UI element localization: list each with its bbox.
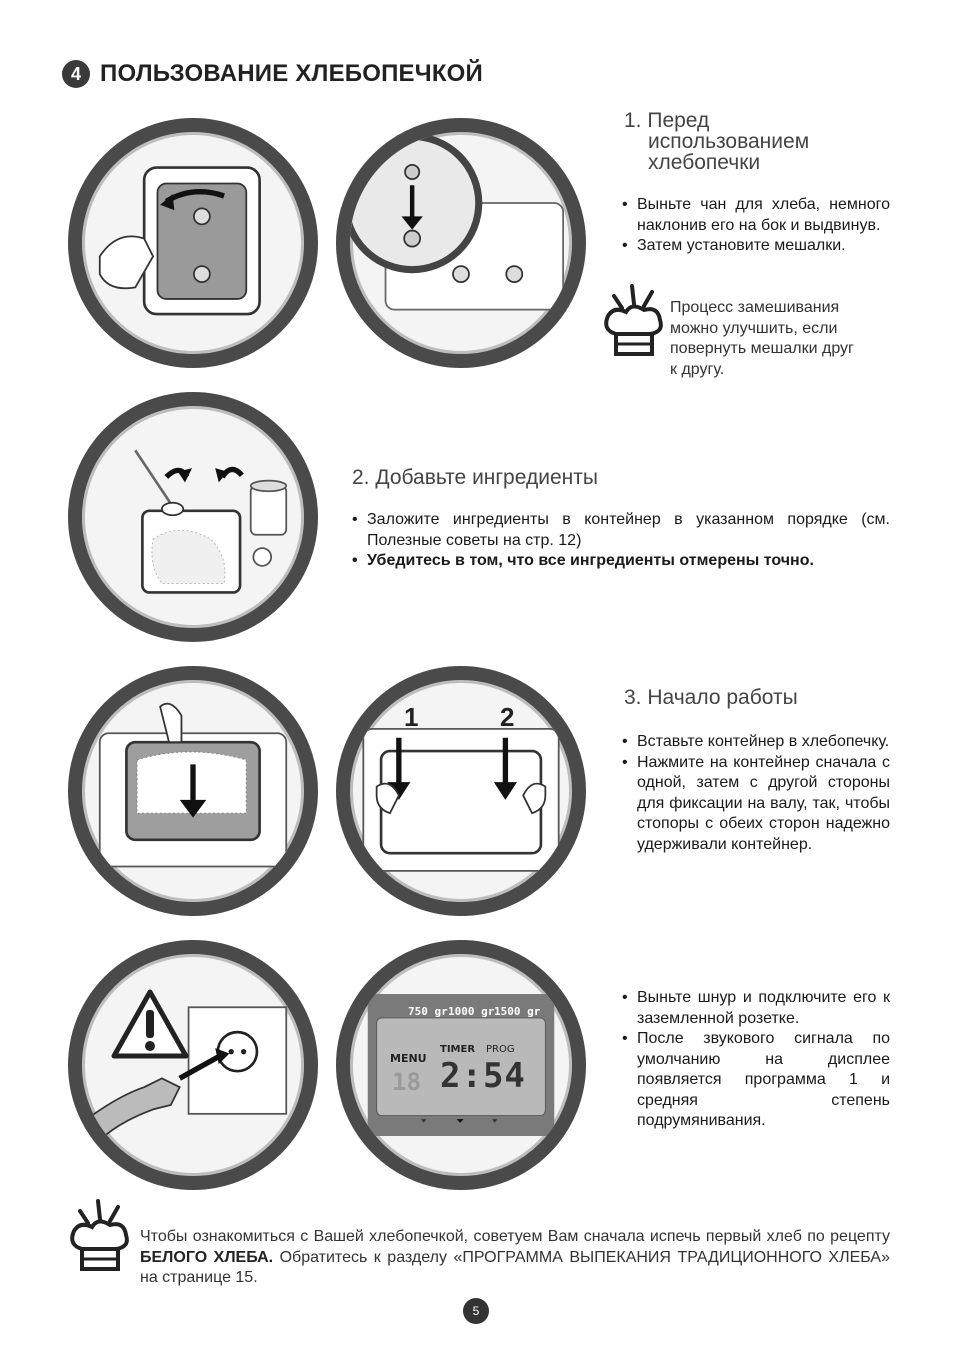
list-item: • Нажмите на контейнер сначала с одной, затем с другой стороны для фиксации на валу, так, чтобы стопоры с обеих сторон надежно удерживали контейнер.	[622, 753, 890, 856]
tip-line: можно улучшить, если	[670, 319, 838, 337]
step2-title-text: Добавьте ингредиенты	[375, 466, 598, 489]
tip-line: Процесс замешивания	[670, 299, 840, 316]
step1-tip	[670, 298, 854, 380]
illustration-insert-pan	[68, 666, 318, 916]
tip-line: к другу.	[670, 360, 725, 378]
step3-number: 3.	[624, 686, 642, 709]
list-item: • Затем установите мешалки.	[622, 236, 890, 257]
page-title: ПОЛЬЗОВАНИЕ ХЛЕБОПЕЧКОЙ	[100, 60, 483, 87]
add-ingredients-drawing	[82, 406, 304, 628]
remove-pan-drawing	[82, 132, 304, 354]
chef-hat-icon	[66, 1196, 134, 1276]
chef-hat-icon	[600, 282, 668, 360]
insert-pan-drawing	[82, 680, 304, 902]
weight-1000: 1000 gr	[448, 1005, 495, 1018]
list-item: • Заложите ингредиенты в контейнер в указанном порядке (см. Полезные советы на стр. 12)	[352, 510, 890, 551]
list-item-bold: • Убедитесь в том, что все ингредиенты отмерены точно.	[352, 551, 890, 572]
illustration-lock-pan	[336, 666, 586, 916]
step2-title	[352, 466, 598, 490]
timer-label: TIMER	[440, 1044, 476, 1055]
step3-title-text: Начало работы	[647, 686, 798, 709]
footer-text-after: Обратитесь к разделу «ПРОГРАММА ВЫПЕКАНИЯ ТРАДИЦИОННОГО ХЛЕБА» на странице 15.	[140, 1248, 890, 1286]
footer-text-bold: БЕЛОГО ХЛЕБА.	[140, 1248, 274, 1266]
install-paddles-drawing	[350, 132, 572, 354]
step1-title-line2: использованием	[648, 130, 810, 153]
footer-tip	[140, 1227, 890, 1289]
illustration-display	[336, 940, 586, 1190]
step2-bullets	[352, 510, 890, 572]
list-item: • После звукового сигнала по умолчанию на дисплее появляется программа 1 и средняя степень подрумянивания.	[622, 1029, 890, 1132]
weight-750: 750 gr	[408, 1005, 448, 1018]
illustration-install-paddles	[336, 118, 586, 368]
tip-line: повернуть мешалки друг	[670, 340, 854, 357]
list-item: • Вставьте контейнер в хлебопечку.	[622, 732, 890, 753]
step1-number: 1.	[624, 109, 642, 132]
display-time: 2:54	[440, 1056, 526, 1096]
page-number: 5	[463, 1298, 489, 1324]
list-item: • Выньте чан для хлеба, немного наклонив его на бок и выдвинув.	[622, 195, 890, 236]
list-item: • Выньте шнур и подключите его к заземленной розетке.	[622, 988, 890, 1029]
weight-1500: 1500 gr	[494, 1005, 541, 1018]
step1-title-line3: хлебопечки	[648, 151, 761, 174]
step3-bullets	[622, 732, 890, 855]
illustration-plug-in	[68, 940, 318, 1190]
arrow-label-2: 2	[500, 702, 515, 732]
arrow-label-1: 1	[404, 702, 419, 732]
step1-title-line1: Перед	[647, 109, 710, 132]
warning-triangle-icon	[110, 988, 190, 1060]
step3-title	[624, 686, 798, 710]
menu-label: MENU	[390, 1052, 427, 1065]
prog-label: PROG	[486, 1044, 515, 1055]
display-ghost-digits: 18	[392, 1068, 421, 1096]
step2-number: 2.	[352, 466, 370, 489]
step1-title	[624, 110, 809, 173]
step1-bullets	[622, 195, 890, 257]
illustration-remove-pan	[68, 118, 318, 368]
lock-pan-drawing	[350, 680, 572, 902]
step4-bullets	[622, 988, 890, 1132]
illustration-add-ingredients	[68, 392, 318, 642]
section-header	[62, 60, 483, 88]
section-number-badge: 4	[62, 60, 90, 88]
footer-text-before: Чтобы ознакомиться с Вашей хлебопечкой, советуем Вам сначала испечь первый хлеб по рецепту	[140, 1228, 890, 1245]
